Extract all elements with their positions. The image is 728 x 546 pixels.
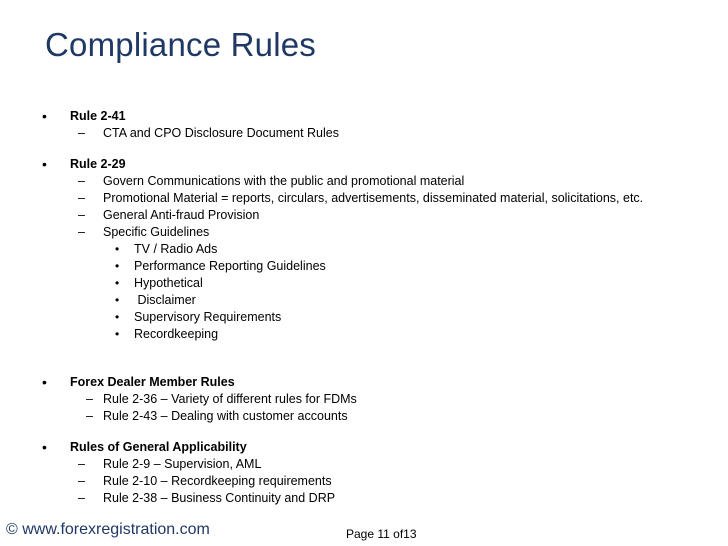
dash-icon: – [78, 491, 85, 505]
section-heading: • Rule 2-41 [42, 108, 126, 124]
section-forex-dealer-member-rules [0, 375, 728, 426]
bullet-icon: • [42, 108, 47, 124]
bullet-icon: • [42, 439, 47, 455]
sub-list-item: • Supervisory Requirements [115, 310, 282, 324]
dash-icon: – [78, 174, 85, 188]
bullet-icon: • [115, 259, 120, 273]
bullet-icon: • [115, 327, 120, 341]
sub-list-item: • Disclaimer [115, 293, 196, 307]
list-item: – Rule 2-10 – Recordkeeping requirements [78, 474, 332, 488]
list-item: – Promotional Material = reports, circulars, advertisements, disseminated material, solicitations, etc. [78, 191, 644, 205]
sub-list-item: • TV / Radio Ads [115, 242, 218, 256]
bullet-icon: • [115, 276, 120, 290]
sub-list-item: • Performance Reporting Guidelines [115, 259, 326, 273]
dash-icon: – [78, 225, 85, 239]
bullet-icon: • [115, 242, 120, 256]
section-heading: • Rules of General Applicability [42, 439, 247, 455]
dash-icon: – [78, 126, 85, 140]
section-heading: • Rule 2-29 [42, 156, 126, 172]
list-item: – Rule 2-9 – Supervision, AML [78, 457, 262, 471]
sub-list-item: • Recordkeeping [115, 327, 219, 341]
footer-website: © www.forexregistration.com [6, 521, 210, 538]
list-item: – CTA and CPO Disclosure Document Rules [78, 126, 339, 140]
dash-icon: – [78, 474, 85, 488]
section-heading: • Forex Dealer Member Rules [42, 374, 235, 390]
dash-icon: – [86, 392, 93, 406]
bullet-icon: • [115, 293, 120, 307]
list-item: – Rule 2-38 – Business Continuity and DRP [78, 491, 336, 505]
footer-page-number: Page 11 of13 [346, 527, 417, 541]
dash-icon: – [78, 457, 85, 471]
page-title: Compliance Rules [45, 26, 316, 63]
list-item: – Specific Guidelines [78, 225, 210, 239]
bullet-icon: • [115, 310, 120, 324]
rules-list [0, 109, 728, 522]
list-item: – General Anti-fraud Provision [78, 208, 260, 222]
list-item: – Rule 2-43 – Dealing with customer accounts [86, 409, 348, 423]
list-item: – Govern Communications with the public and promotional material [78, 174, 465, 188]
bullet-icon: • [42, 156, 47, 172]
section-rules-of-general-applicability [0, 440, 728, 508]
list-item: – Rule 2-36 – Variety of different rules for FDMs [86, 392, 357, 406]
section-rule-2-41 [0, 109, 728, 143]
dash-icon: – [86, 409, 93, 423]
dash-icon: – [78, 191, 85, 205]
bullet-icon: • [42, 374, 47, 390]
section-rule-2-29 [0, 157, 728, 344]
dash-icon: – [78, 208, 85, 222]
sub-list-item: • Hypothetical [115, 276, 203, 290]
